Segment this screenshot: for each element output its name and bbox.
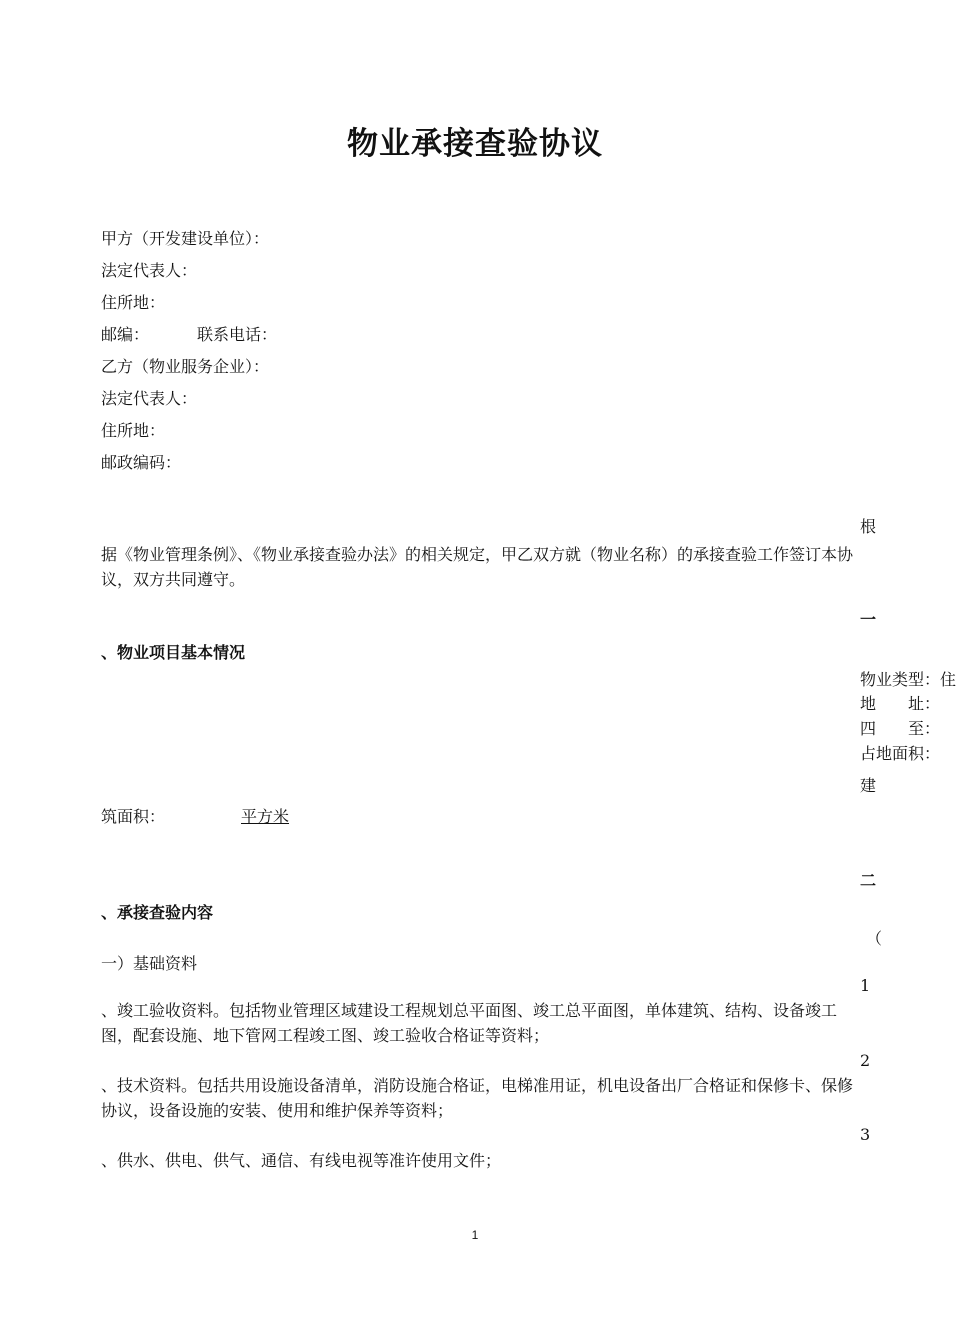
property-type-label: 物业类型：住 xyxy=(860,670,956,689)
party-a-rep: 法定代表人： xyxy=(101,261,198,280)
party-b-postcode: 邮政编码： xyxy=(101,453,182,472)
party-b-address: 住所地： xyxy=(101,421,166,440)
party-b-rep: 法定代表人： xyxy=(101,389,198,408)
build-area-label: 筑面积： xyxy=(101,807,166,826)
document-title: 物业承接查验协议 xyxy=(347,126,603,162)
subsection-marker: （ xyxy=(866,929,883,948)
intro-paragraph: 据《物业管理条例》、《物业承接查验办法》的相关规定，甲乙双方就（物业名称）的承接查验工作签订本协议，双方共同遵守。 xyxy=(101,545,854,589)
land-area-label: 占地面积： xyxy=(860,744,941,763)
item-3-marker: 3 xyxy=(860,1125,871,1144)
item-2-marker: 2 xyxy=(860,1051,871,1070)
item-1-marker: 1 xyxy=(860,976,871,995)
build-area-marker: 建 xyxy=(860,776,877,795)
section2-marker: 二 xyxy=(860,871,877,890)
section1-heading: 、物业项目基本情况 xyxy=(101,643,246,662)
section2-heading: 、承接查验内容 xyxy=(101,903,214,922)
party-a-label: 甲方（开发建设单位）： xyxy=(101,229,270,248)
property-boundary-label: 四 至： xyxy=(860,719,941,738)
build-area-unit: 平方米 xyxy=(241,807,290,826)
subsection-heading: 一）基础资料 xyxy=(101,954,198,973)
item-2-text: 、技术资料。包括共用设施设备清单，消防设施合格证，电梯准用证，机电设备出厂合格证和保修卡、保修协议，设备设施的安装、使用和维护保养等资料； xyxy=(101,1076,854,1120)
property-address-label: 地 址： xyxy=(860,694,941,713)
item-3-text: 、供水、供电、供气、通信、有线电视等准许使用文件； xyxy=(101,1151,502,1170)
party-b-label: 乙方（物业服务企业）： xyxy=(101,357,270,376)
page-number: 1 xyxy=(471,1228,479,1242)
party-a-postcode: 邮编： xyxy=(101,325,150,344)
section1-marker: 一 xyxy=(860,610,877,629)
party-a-address: 住所地： xyxy=(101,293,166,312)
party-a-phone: 联系电话： xyxy=(197,325,278,344)
item-1-text: 、竣工验收资料。包括物业管理区域建设工程规划总平面图、竣工总平面图，单体建筑、结构、设备竣工图，配套设施、地下管网工程竣工图、竣工验收合格证等资料； xyxy=(101,1001,838,1045)
intro-marker: 根 xyxy=(860,517,877,536)
